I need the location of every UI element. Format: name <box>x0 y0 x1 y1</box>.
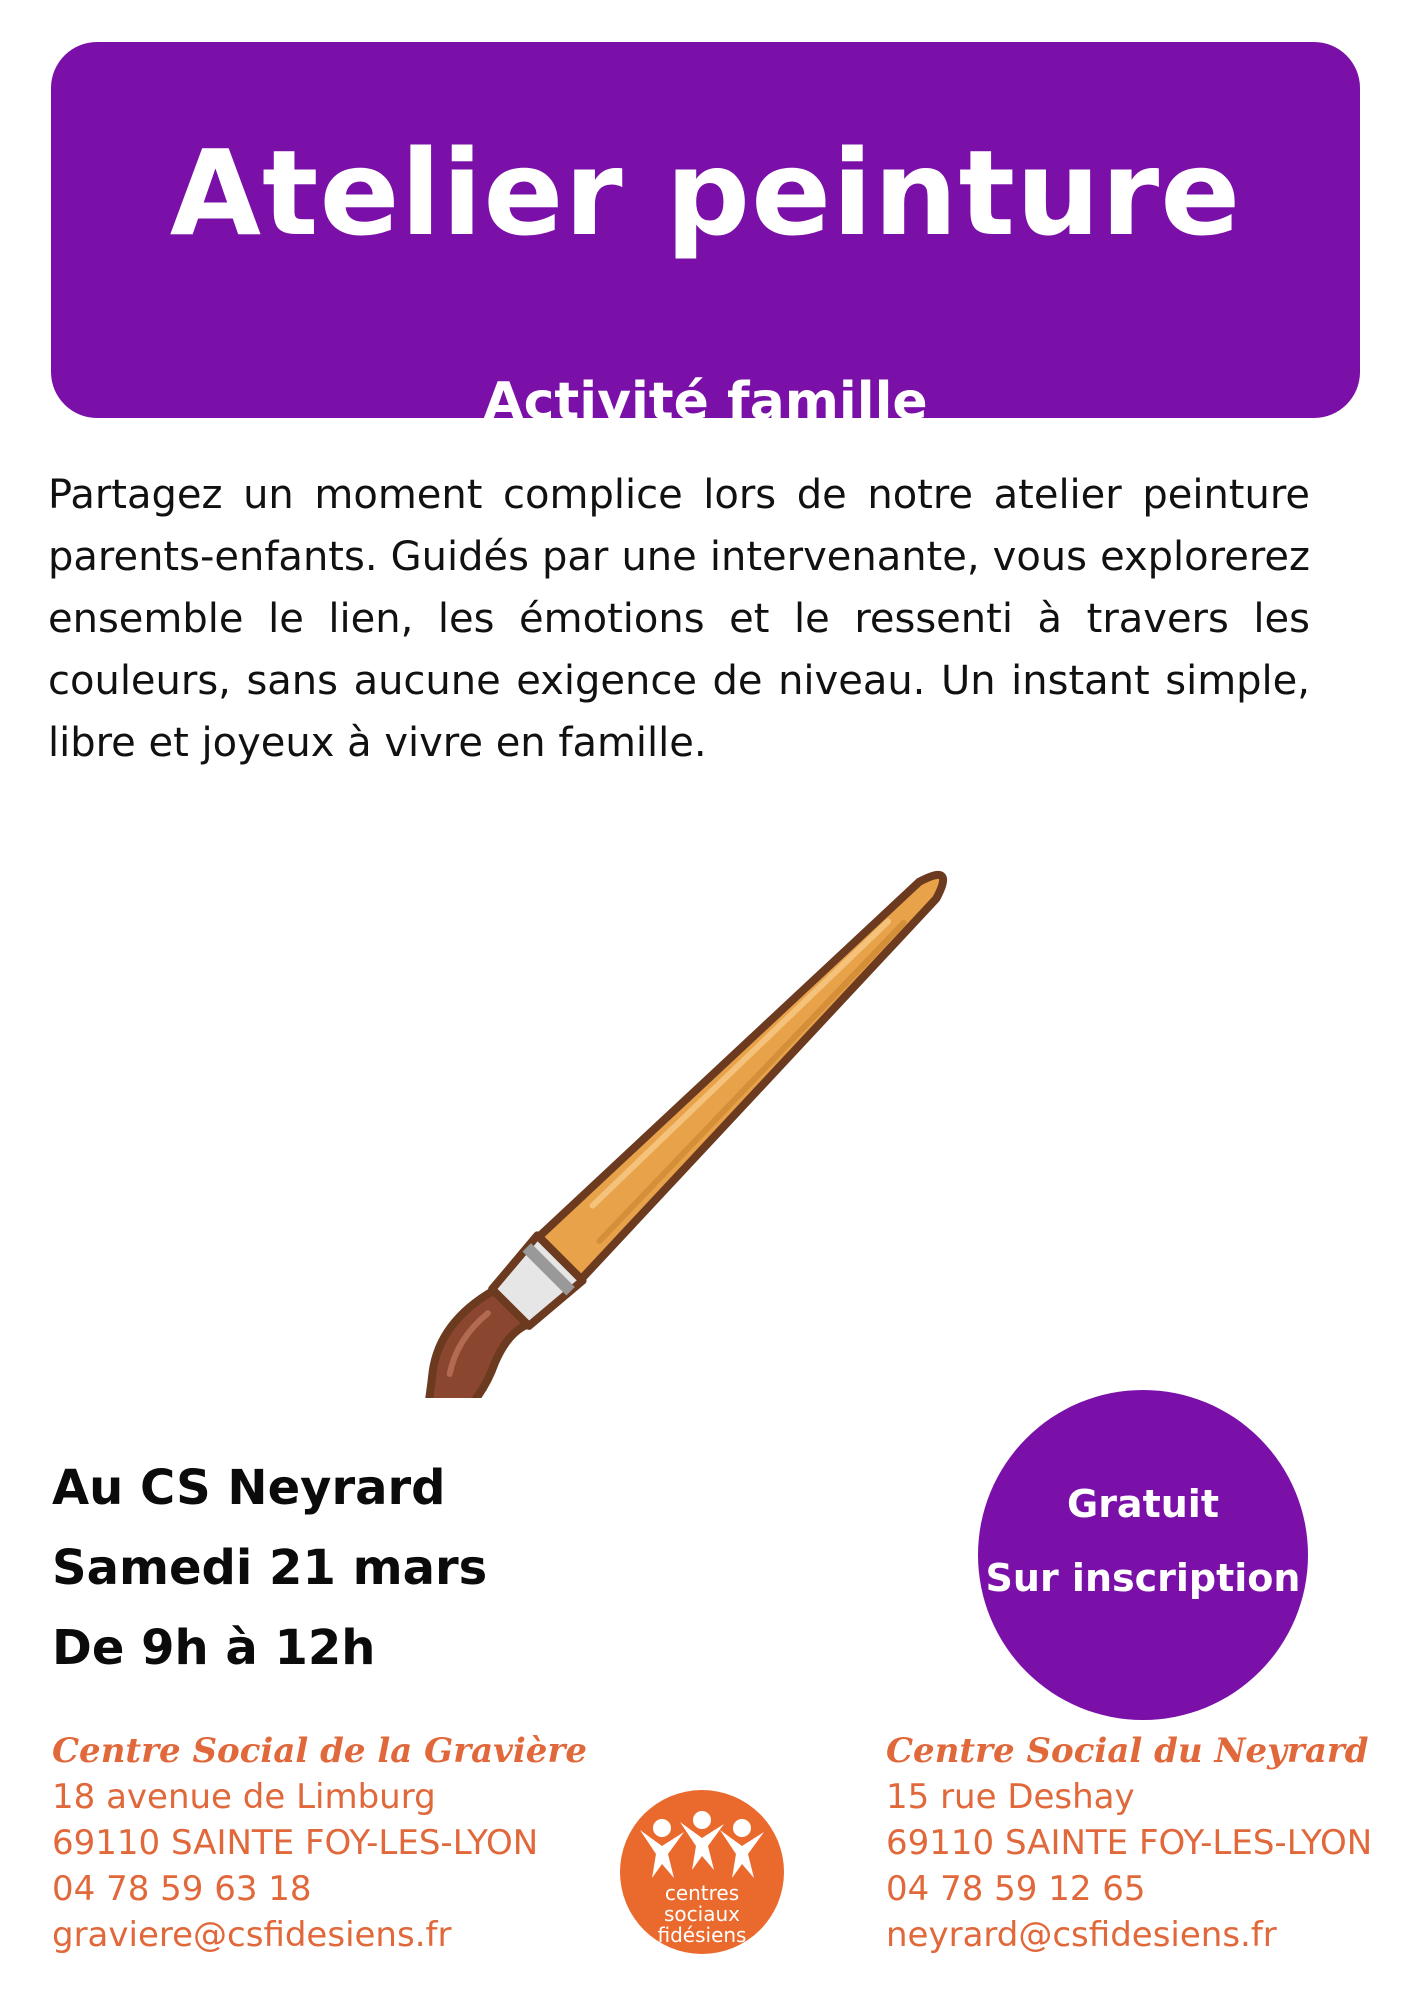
badge-registration-label: Sur inscription <box>985 1556 1301 1600</box>
logo-line-2: sociaux <box>664 1902 740 1926</box>
paintbrush-illustration <box>420 818 1000 1398</box>
logo-line-3: fidésiens <box>657 1923 747 1947</box>
contact-phone: 04 78 59 12 65 <box>886 1869 1146 1909</box>
free-badge <box>978 1390 1308 1720</box>
contact-name: Centre Social de la Gravière <box>52 1731 587 1771</box>
event-date: Samedi 21 mars <box>52 1540 488 1596</box>
header-banner <box>51 42 1360 432</box>
contact-email: graviere@csfidesiens.fr <box>52 1915 452 1955</box>
contact-city: 69110 SAINTE FOY-LES-LYON <box>52 1823 539 1863</box>
page-subtitle: Activité famille <box>483 372 928 432</box>
contact-phone: 04 78 59 63 18 <box>52 1869 312 1909</box>
contact-address: 15 rue Deshay <box>886 1777 1135 1817</box>
centres-sociaux-logo <box>618 1788 786 1956</box>
badge-free-label: Gratuit <box>1067 1482 1219 1526</box>
contact-email: neyrard@csfidesiens.fr <box>886 1915 1277 1955</box>
contact-graviere <box>52 1728 587 1958</box>
event-info <box>52 1448 487 1688</box>
contact-name: Centre Social du Neyrard <box>886 1731 1369 1771</box>
contact-neyrard <box>886 1728 1372 1958</box>
contact-city: 69110 SAINTE FOY-LES-LYON <box>886 1823 1373 1863</box>
logo-line-1: centres <box>664 1881 740 1905</box>
contact-address: 18 avenue de Limburg <box>52 1777 436 1817</box>
event-location: Au CS Neyrard <box>52 1460 446 1516</box>
page-title: Atelier peinture <box>169 124 1242 262</box>
event-time: De 9h à 12h <box>52 1620 376 1676</box>
description-text: Partagez un moment complice lors de notre atelier peinture parents-enfants. Guidés par une intervenante, vous explorerez ensemble le lien, les émotions et le ressenti à travers les couleurs, sans aucune exigence de niveau. Un instant simple, libre et joyeux à vivre en famille. <box>48 472 1310 766</box>
